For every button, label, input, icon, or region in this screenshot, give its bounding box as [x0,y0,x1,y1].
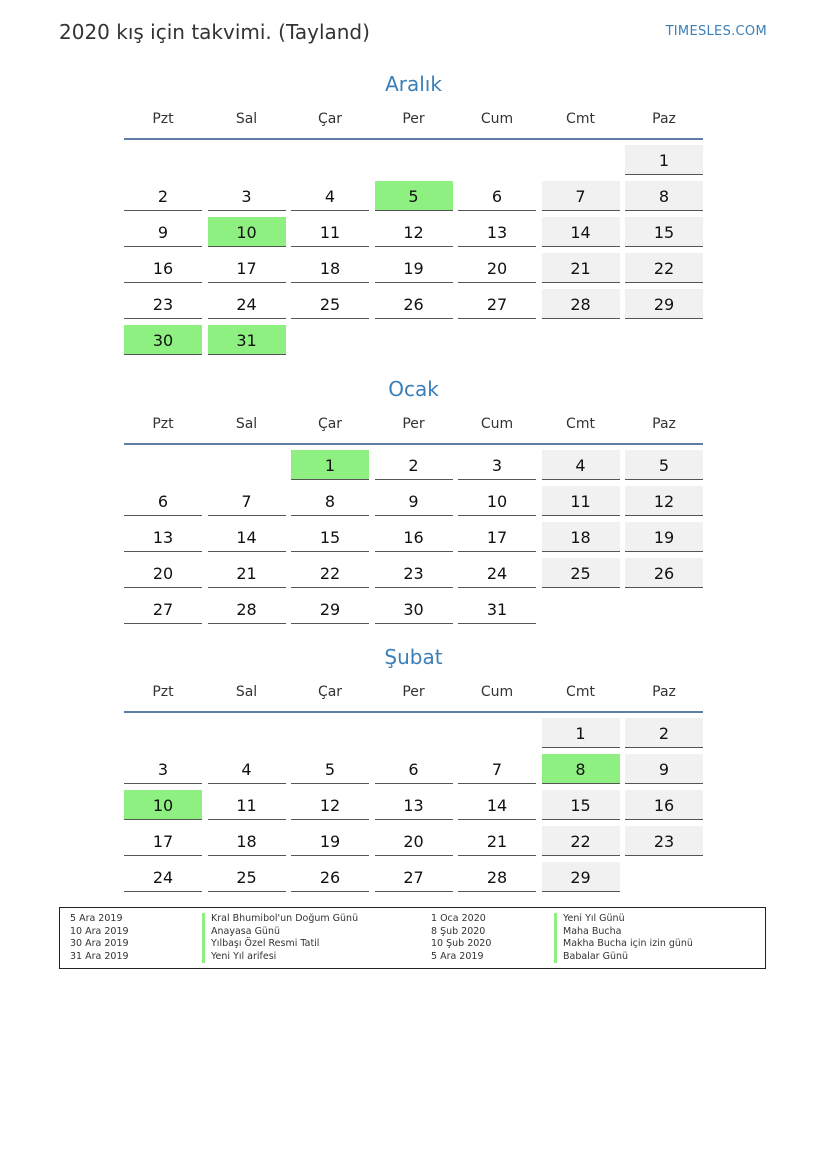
day-cell[interactable]: 30 [375,594,453,624]
day-cell[interactable]: 21 [542,253,620,283]
legend-date: 5 Ara 2019 [70,913,123,924]
month-divider [124,711,703,713]
day-cell[interactable]: 17 [458,522,536,552]
month-block [124,643,703,898]
day-cell[interactable]: 18 [208,826,286,856]
day-cell[interactable]: 4 [542,450,620,480]
day-cell[interactable]: 20 [458,253,536,283]
legend-right-dates [431,913,491,963]
day-cell[interactable]: 14 [208,522,286,552]
day-cell[interactable]: 31 [458,594,536,624]
day-cell[interactable]: 23 [375,558,453,588]
day-cell[interactable]: 25 [542,558,620,588]
day-cell[interactable]: 26 [291,862,369,892]
day-cell[interactable]: 25 [291,289,369,319]
day-cell[interactable]: 28 [542,289,620,319]
day-grid [124,718,703,898]
day-cell[interactable]: 22 [291,558,369,588]
holiday-day-cell[interactable]: 8 [542,754,620,784]
day-cell[interactable]: 19 [375,253,453,283]
weekday-label: Sal [235,111,258,127]
holiday-day-cell[interactable]: 30 [124,325,202,355]
weekday-label: Sal [235,684,258,700]
legend-date: 31 Ara 2019 [70,950,129,962]
day-cell[interactable]: 21 [458,826,536,856]
weekday-label: Çar [317,684,343,700]
day-cell[interactable]: 7 [542,181,620,211]
day-cell[interactable]: 20 [375,826,453,856]
weekday-label: Cmt [566,416,595,432]
day-cell[interactable]: 24 [124,862,202,892]
day-cell[interactable]: 19 [625,522,703,552]
month-block [124,375,703,630]
day-cell[interactable]: 13 [124,522,202,552]
day-cell[interactable]: 6 [458,181,536,211]
day-cell[interactable]: 15 [542,790,620,820]
legend-date: 30 Ara 2019 [70,938,129,950]
weekday-label: Paz [652,684,676,700]
weekday-label: Çar [317,416,343,432]
weekday-label: Cum [480,111,514,127]
legend-holiday-name: Yeni Yıl arifesi [202,951,358,964]
day-cell[interactable]: 1 [542,718,620,748]
legend-left-dates [70,913,129,963]
day-cell[interactable]: 11 [208,790,286,820]
day-cell[interactable]: 29 [291,594,369,624]
weekday-label: Pzt [152,416,174,432]
day-cell[interactable]: 7 [208,486,286,516]
day-cell[interactable]: 3 [458,450,536,480]
day-cell[interactable]: 23 [625,826,703,856]
day-cell[interactable]: 18 [542,522,620,552]
legend-holiday-name: Maha Bucha [554,926,693,939]
day-cell[interactable]: 13 [458,217,536,247]
legend-holiday-name: Makha Bucha için izin günü [554,938,693,951]
legend-holiday-name: Anayasa Günü [202,926,358,939]
holiday-day-cell[interactable]: 5 [375,181,453,211]
day-cell[interactable]: 2 [625,718,703,748]
day-cell[interactable]: 25 [208,862,286,892]
day-grid [124,145,703,361]
day-cell[interactable]: 5 [625,450,703,480]
legend-date: 10 Ara 2019 [70,925,129,937]
day-cell[interactable]: 16 [375,522,453,552]
legend-left-names [202,913,358,963]
day-cell[interactable]: 28 [458,862,536,892]
day-cell[interactable]: 9 [124,217,202,247]
day-cell[interactable]: 14 [458,790,536,820]
weekday-label: Çar [317,111,343,127]
day-cell[interactable]: 4 [208,754,286,784]
holiday-legend [59,907,766,969]
day-cell[interactable]: 8 [625,181,703,211]
month-name: Şubat [384,645,443,669]
day-cell[interactable]: 23 [124,289,202,319]
day-cell[interactable]: 16 [625,790,703,820]
month-divider [124,443,703,445]
day-cell[interactable]: 27 [458,289,536,319]
weekday-label: Sal [235,416,258,432]
weekday-label: Cum [480,684,514,700]
day-cell[interactable]: 12 [375,217,453,247]
legend-right-names [554,913,693,963]
month-block [124,70,703,361]
month-name: Aralık [385,72,442,96]
day-cell[interactable]: 24 [458,558,536,588]
day-cell[interactable]: 6 [375,754,453,784]
holiday-day-cell[interactable]: 10 [208,217,286,247]
legend-date: 10 Şub 2020 [431,938,492,950]
day-cell[interactable]: 3 [124,754,202,784]
day-cell[interactable]: 24 [208,289,286,319]
legend-date: 1 Oca 2020 [431,913,486,924]
day-cell[interactable]: 17 [208,253,286,283]
day-cell[interactable]: 1 [625,145,703,175]
page-title: 2020 kış için takvimi. (Tayland) [59,20,370,44]
weekday-label: Cum [480,416,514,432]
day-cell[interactable]: 27 [375,862,453,892]
weekday-header [124,104,703,134]
day-cell[interactable]: 6 [124,486,202,516]
weekday-label: Pzt [152,684,174,700]
day-cell[interactable]: 26 [375,289,453,319]
weekday-label: Pzt [152,111,174,127]
day-cell[interactable]: 15 [625,217,703,247]
day-cell[interactable]: 13 [375,790,453,820]
legend-holiday-name: Yılbaşı Özel Resmi Tatil [202,938,358,951]
legend-holiday-name: Babalar Günü [554,951,693,964]
day-cell[interactable]: 27 [124,594,202,624]
month-name: Ocak [388,377,439,401]
day-cell[interactable]: 12 [625,486,703,516]
weekday-label: Paz [652,416,676,432]
day-cell[interactable]: 20 [124,558,202,588]
day-cell[interactable]: 11 [291,217,369,247]
weekday-label: Per [402,416,425,432]
day-cell[interactable]: 18 [291,253,369,283]
day-cell[interactable]: 2 [375,450,453,480]
day-grid [124,450,703,630]
weekday-label: Cmt [566,111,595,127]
weekday-label: Per [402,684,425,700]
legend-date: 5 Ara 2019 [431,950,484,962]
day-cell[interactable]: 22 [625,253,703,283]
weekday-label: Paz [652,111,676,127]
holiday-day-cell[interactable]: 10 [124,790,202,820]
day-cell[interactable]: 22 [542,826,620,856]
brand-logo[interactable]: TIMESLES.COM [665,24,767,39]
day-cell[interactable]: 15 [291,522,369,552]
day-cell[interactable]: 10 [458,486,536,516]
day-cell[interactable]: 3 [208,181,286,211]
legend-holiday-name: Kral Bhumibol'un Doğum Günü [202,913,358,926]
weekday-label: Per [402,111,425,127]
day-cell[interactable]: 12 [291,790,369,820]
day-cell[interactable]: 8 [291,486,369,516]
weekday-header [124,409,703,439]
day-cell[interactable]: 7 [458,754,536,784]
day-cell[interactable]: 21 [208,558,286,588]
day-cell[interactable]: 29 [542,862,620,892]
legend-holiday-name: Yeni Yıl Günü [554,913,693,926]
day-cell[interactable]: 17 [124,826,202,856]
day-cell[interactable]: 9 [375,486,453,516]
weekday-label: Cmt [566,684,595,700]
day-cell[interactable]: 4 [291,181,369,211]
day-cell[interactable]: 2 [124,181,202,211]
day-cell[interactable]: 5 [291,754,369,784]
day-cell[interactable]: 28 [208,594,286,624]
day-cell[interactable]: 14 [542,217,620,247]
holiday-day-cell[interactable]: 1 [291,450,369,480]
day-cell[interactable]: 16 [124,253,202,283]
day-cell[interactable]: 11 [542,486,620,516]
day-cell[interactable]: 9 [625,754,703,784]
day-cell[interactable]: 19 [291,826,369,856]
holiday-day-cell[interactable]: 31 [208,325,286,355]
month-divider [124,138,703,140]
weekday-header [124,677,703,707]
day-cell[interactable]: 29 [625,289,703,319]
day-cell[interactable]: 26 [625,558,703,588]
legend-date: 8 Şub 2020 [431,925,486,937]
